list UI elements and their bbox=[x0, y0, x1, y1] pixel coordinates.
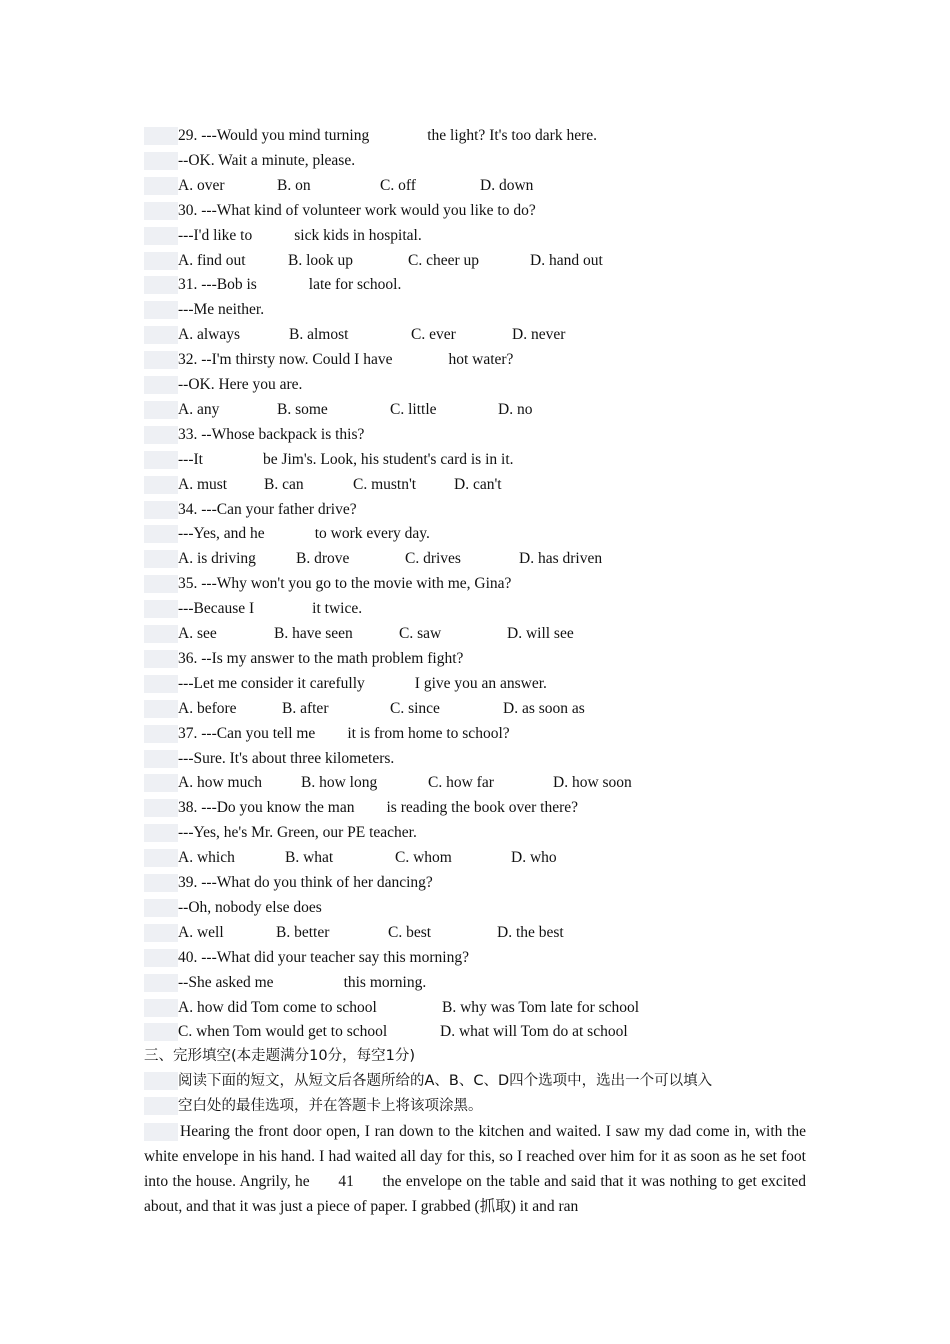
question-text: ---What did your teacher say this morning? bbox=[201, 949, 469, 966]
answer-option[interactable]: A. over bbox=[178, 177, 225, 194]
question-number: 36. bbox=[178, 650, 198, 667]
row-indent-shade bbox=[144, 799, 178, 817]
section-instruction: 阅读下面的短文，从短文后各题所给的A、B、C、D四个选项中，选出一个可以填入 bbox=[178, 1073, 713, 1089]
answer-option[interactable]: D. will see bbox=[507, 625, 574, 642]
question-text: --Whose backpack is this? bbox=[201, 426, 365, 443]
answer-option[interactable]: D. how soon bbox=[553, 774, 632, 791]
question-stem bbox=[178, 350, 513, 370]
question-reply bbox=[178, 450, 514, 470]
question-text: ---What do you think of her dancing? bbox=[201, 874, 433, 891]
row-indent-shade bbox=[144, 177, 178, 195]
question-reply bbox=[178, 823, 417, 843]
answer-option[interactable]: D. has driven bbox=[519, 550, 603, 567]
answer-option[interactable]: A. see bbox=[178, 625, 217, 642]
answer-option[interactable]: B. can bbox=[264, 476, 304, 493]
question-text: ---Why won't you go to the movie with me, Gina? bbox=[201, 575, 512, 592]
question-text: be Jim's. Look, his student's card is in it. bbox=[262, 451, 514, 468]
question-reply bbox=[178, 599, 362, 619]
question-text: ---Would you mind turning bbox=[201, 127, 370, 144]
answer-option[interactable]: C. ever bbox=[411, 326, 456, 343]
question-text: hot water? bbox=[448, 351, 514, 368]
question-text: --OK. Wait a minute, please. bbox=[178, 152, 356, 169]
question-text: ---Sure. It's about three kilometers. bbox=[178, 750, 395, 767]
answer-option[interactable]: D. never bbox=[512, 326, 566, 343]
answer-option[interactable]: A. before bbox=[178, 700, 237, 717]
answer-option[interactable]: C. how far bbox=[428, 774, 494, 791]
answer-option[interactable]: C. best bbox=[388, 924, 432, 941]
row-indent-shade bbox=[144, 401, 178, 419]
question-reply bbox=[178, 973, 426, 993]
row-indent-shade bbox=[144, 849, 178, 867]
answer-option[interactable]: A. find out bbox=[178, 252, 246, 269]
row-indent-shade bbox=[144, 899, 178, 917]
row-indent-shade bbox=[144, 575, 178, 593]
question-text: ---It bbox=[178, 451, 203, 468]
answer-option[interactable]: A. must bbox=[178, 476, 228, 493]
question-stem bbox=[178, 425, 364, 445]
question-stem bbox=[178, 724, 510, 744]
row-indent-shade bbox=[144, 874, 178, 892]
section-heading: 三、完形填空(本走题满分10分，每空1分) bbox=[144, 1048, 415, 1064]
question-reply bbox=[178, 226, 422, 246]
answer-option[interactable]: C. drives bbox=[405, 550, 461, 567]
row-indent-shade bbox=[144, 1023, 178, 1041]
question-text: ---Can you tell me bbox=[201, 725, 316, 742]
question-text: ---Do you know the man bbox=[201, 799, 355, 816]
answer-option[interactable]: C. saw bbox=[399, 625, 442, 642]
row-indent-shade bbox=[144, 999, 178, 1017]
answer-option[interactable]: C. when Tom would get to school bbox=[178, 1023, 388, 1040]
row-indent-shade bbox=[144, 774, 178, 792]
row-indent-shade bbox=[144, 376, 178, 394]
question-text: sick kids in hospital. bbox=[294, 227, 422, 244]
answer-option[interactable]: A. how much bbox=[178, 774, 262, 791]
passage-text: the envelope on the table and said that it was nothing to get excited about, and that it was just a piece of paper. I grabbed (抓取) it and ran bbox=[144, 1173, 807, 1215]
row-indent-shade bbox=[144, 675, 178, 693]
answer-option[interactable]: C. whom bbox=[395, 849, 452, 866]
answer-option[interactable]: B. some bbox=[277, 401, 328, 418]
answer-option[interactable]: B. drove bbox=[296, 550, 350, 567]
question-text: the light? It's too dark here. bbox=[427, 127, 597, 144]
question-text: ---Yes, he's Mr. Green, our PE teacher. bbox=[178, 824, 417, 841]
row-indent-shade bbox=[144, 227, 178, 245]
blank-number: 41 bbox=[338, 1173, 354, 1190]
answer-option[interactable]: D. as soon as bbox=[503, 700, 585, 717]
question-text: --She asked me bbox=[178, 974, 274, 991]
question-number: 35. bbox=[178, 575, 198, 592]
answer-option[interactable]: B. have seen bbox=[274, 625, 353, 642]
answer-option[interactable]: D. can't bbox=[454, 476, 502, 493]
question-number: 38. bbox=[178, 799, 198, 816]
question-reply bbox=[178, 524, 430, 544]
row-indent-shade bbox=[144, 750, 178, 768]
question-stem bbox=[178, 201, 536, 221]
row-indent-shade bbox=[144, 625, 178, 643]
row-indent-shade bbox=[144, 974, 178, 992]
question-text: to work every day. bbox=[314, 525, 430, 542]
question-text: late for school. bbox=[308, 276, 402, 293]
cloze-passage bbox=[144, 1119, 806, 1219]
answer-option[interactable]: B. almost bbox=[289, 326, 349, 343]
question-stem bbox=[178, 798, 578, 818]
question-text: ---Yes, and he bbox=[178, 525, 265, 542]
question-reply bbox=[178, 898, 322, 918]
question-number: 29. bbox=[178, 127, 198, 144]
question-number: 40. bbox=[178, 949, 198, 966]
question-text: ---Bob is bbox=[201, 276, 257, 293]
question-text: --Oh, nobody else does bbox=[178, 899, 322, 916]
question-reply bbox=[178, 300, 264, 320]
answer-option[interactable]: A. which bbox=[178, 849, 235, 866]
row-indent-shade bbox=[144, 326, 178, 344]
answer-option[interactable]: D. hand out bbox=[530, 252, 603, 269]
row-indent-shade bbox=[144, 725, 178, 743]
row-indent-shade bbox=[144, 550, 178, 568]
question-text: ---What kind of volunteer work would you like to do? bbox=[201, 202, 536, 219]
question-reply bbox=[178, 749, 394, 769]
row-indent-shade bbox=[144, 476, 178, 494]
answer-option[interactable]: D. down bbox=[480, 177, 534, 194]
row-indent-shade bbox=[144, 824, 178, 842]
passage-text: Hearing the front door open, I ran down to the kitchen and waited. I saw my dad come in, with the white envelope in his hand. I had waited all day for this, so I reached over him for it as soon as he set foot into the house. Angrily, he bbox=[144, 1123, 806, 1190]
question-text: ---Let me consider it carefully bbox=[178, 675, 365, 692]
answer-option[interactable]: C. cheer up bbox=[408, 252, 480, 269]
question-reply bbox=[178, 151, 355, 171]
row-indent-shade bbox=[144, 426, 178, 444]
question-reply bbox=[178, 375, 302, 395]
answer-option[interactable]: C. since bbox=[390, 700, 440, 717]
question-number: 32. bbox=[178, 351, 198, 368]
answer-option[interactable]: D. no bbox=[498, 401, 533, 418]
question-number: 33. bbox=[178, 426, 198, 443]
answer-option[interactable]: B. better bbox=[276, 924, 330, 941]
row-indent-shade bbox=[144, 525, 178, 543]
row-indent-shade bbox=[144, 451, 178, 469]
answer-option[interactable]: C. off bbox=[380, 177, 416, 194]
answer-option[interactable]: D. the best bbox=[497, 924, 564, 941]
question-text: --I'm thirsty now. Could I have bbox=[201, 351, 393, 368]
question-number: 34. bbox=[178, 501, 198, 518]
row-indent-shade bbox=[144, 501, 178, 519]
answer-option[interactable]: B. look up bbox=[288, 252, 354, 269]
question-text: ---I'd like to bbox=[178, 227, 253, 244]
row-indent-shade bbox=[144, 650, 178, 668]
question-text: this morning. bbox=[343, 974, 427, 991]
answer-option[interactable]: A. how did Tom come to school bbox=[178, 999, 377, 1016]
row-indent-shade bbox=[144, 700, 178, 718]
question-text: is reading the book over there? bbox=[386, 799, 579, 816]
answer-option[interactable]: D. who bbox=[511, 849, 557, 866]
row-indent-shade bbox=[144, 949, 178, 967]
answer-option[interactable]: B. after bbox=[282, 700, 329, 717]
row-indent-shade bbox=[144, 1072, 178, 1090]
answer-option[interactable]: C. mustn't bbox=[353, 476, 417, 493]
question-number: 39. bbox=[178, 874, 198, 891]
answer-option[interactable]: B. how long bbox=[301, 774, 378, 791]
row-indent-shade bbox=[144, 924, 178, 942]
answer-option[interactable]: A. well bbox=[178, 924, 224, 941]
question-stem bbox=[178, 873, 433, 893]
answer-option[interactable]: B. on bbox=[277, 177, 311, 194]
row-indent-shade bbox=[144, 301, 178, 319]
row-indent-shade bbox=[144, 202, 178, 220]
answer-option[interactable]: B. why was Tom late for school bbox=[442, 999, 640, 1016]
row-indent-shade bbox=[144, 252, 178, 270]
question-text: I give you an answer. bbox=[414, 675, 547, 692]
answer-option[interactable]: D. what will Tom do at school bbox=[440, 1023, 628, 1040]
question-reply bbox=[178, 674, 547, 694]
question-stem bbox=[178, 574, 511, 594]
question-text: --Is my answer to the math problem fight? bbox=[201, 650, 464, 667]
row-indent-shade bbox=[144, 276, 178, 294]
row-indent-shade bbox=[144, 1097, 178, 1115]
question-number: 37. bbox=[178, 725, 198, 742]
answer-option[interactable]: A. any bbox=[178, 401, 220, 418]
answer-option[interactable]: A. is driving bbox=[178, 550, 256, 567]
question-text: ---Because I bbox=[178, 600, 255, 617]
section-instruction: 空白处的最佳选项，并在答题卡上将该项涂黑。 bbox=[178, 1098, 483, 1114]
row-indent-shade bbox=[144, 600, 178, 618]
question-text: it is from home to school? bbox=[347, 725, 510, 742]
question-stem bbox=[178, 948, 469, 968]
question-number: 30. bbox=[178, 202, 198, 219]
answer-option[interactable]: B. what bbox=[285, 849, 334, 866]
question-stem bbox=[178, 275, 401, 295]
row-indent-shade bbox=[144, 127, 178, 145]
answer-option[interactable]: A. always bbox=[178, 326, 240, 343]
question-text: ---Can your father drive? bbox=[201, 501, 357, 518]
question-stem bbox=[178, 500, 357, 520]
question-number: 31. bbox=[178, 276, 198, 293]
question-stem bbox=[178, 126, 597, 146]
question-stem bbox=[178, 649, 463, 669]
question-text: ---Me neither. bbox=[178, 301, 265, 318]
answer-option[interactable]: C. little bbox=[390, 401, 437, 418]
question-text: --OK. Here you are. bbox=[178, 376, 303, 393]
question-text: it twice. bbox=[312, 600, 363, 617]
row-indent-shade bbox=[144, 351, 178, 369]
row-indent-shade bbox=[144, 152, 178, 170]
